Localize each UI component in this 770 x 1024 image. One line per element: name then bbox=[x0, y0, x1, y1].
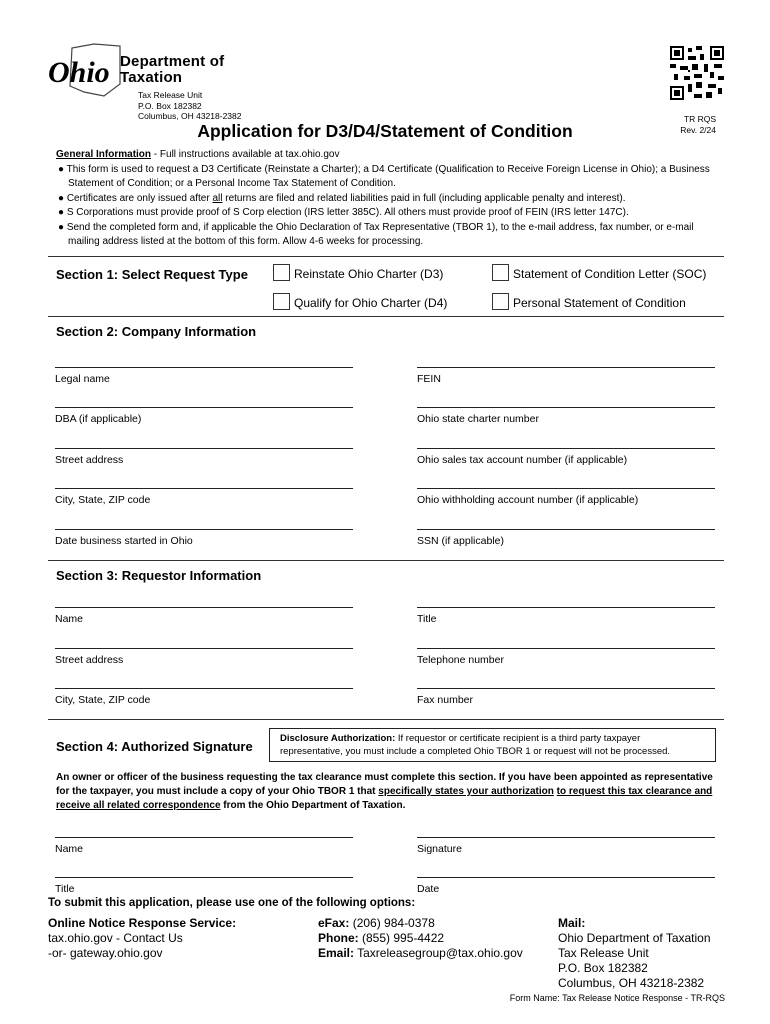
form-id: TR RQS Rev. 2/24 bbox=[680, 114, 716, 135]
requestor-title-field[interactable]: Title bbox=[417, 607, 715, 625]
ssn-field[interactable]: SSN (if applicable) bbox=[417, 529, 715, 547]
checkbox-soc[interactable] bbox=[492, 264, 509, 281]
charter-number-field[interactable]: Ohio state charter number bbox=[417, 407, 715, 425]
header-address: Tax Release Unit P.O. Box 182382 Columbus, OH 43218-2382 bbox=[138, 90, 242, 121]
legal-name-field[interactable]: Legal name bbox=[55, 367, 353, 385]
fein-field[interactable]: FEIN bbox=[417, 367, 715, 385]
checkbox-personal-soc[interactable] bbox=[492, 293, 509, 310]
info-bullet: ● Send the completed form and, if applicable the Ohio Declaration of Tax Representative (TBOR 1), to the e-mail address, fax number, or e-mail mailing address listed at the bottom of this form. Allow 4-6 weeks for processing. bbox=[58, 221, 694, 247]
date-started-field[interactable]: Date business started in Ohio bbox=[55, 529, 353, 547]
signer-name-field[interactable]: Name bbox=[55, 837, 353, 855]
general-info-heading: General Information bbox=[56, 149, 152, 160]
telephone-field[interactable]: Telephone number bbox=[417, 648, 715, 666]
checkbox-d4[interactable] bbox=[273, 293, 290, 310]
info-bullet: ● S Corporations must provide proof of S Corp election (IRS letter 385C). All others must provide proof of FEIN (IRS letter 147C). bbox=[58, 207, 629, 218]
section-2-title: Section 2: Company Information bbox=[56, 324, 257, 339]
date-field[interactable]: Date bbox=[417, 877, 715, 895]
submit-heading: To submit this application, please use one of the following options: bbox=[48, 897, 416, 909]
requestor-city-field[interactable]: City, State, ZIP code bbox=[55, 688, 353, 706]
contact-option: eFax: (206) 984-0378 Phone: (855) 995-4422 Email: Taxreleasegroup@tax.ohio.gov bbox=[318, 916, 523, 960]
section-3-title: Section 3: Requestor Information bbox=[56, 568, 262, 583]
section-4-title: Section 4: Authorized Signature bbox=[56, 739, 253, 754]
online-option: Online Notice Response Service: tax.ohio.gov - Contact Us -or- gateway.ohio.gov bbox=[48, 916, 237, 960]
disclosure-box: Disclosure Authorization: If requestor or certificate recipient is a third party taxpayer representative, you must include a completed Ohio TBOR 1 or request will not be processed. bbox=[269, 728, 716, 762]
checkbox-d3[interactable] bbox=[273, 264, 290, 281]
withholding-account-field[interactable]: Ohio withholding account number (if applicable) bbox=[417, 488, 715, 506]
sales-tax-account-field[interactable]: Ohio sales tax account number (if applicable) bbox=[417, 448, 715, 466]
email-link[interactable]: Email: Taxreleasegroup@tax.ohio.gov bbox=[318, 946, 523, 960]
info-bullet: ● This form is used to request a D3 Certificate (Reinstate a Charter); a D4 Certificate (Qualification to Receive Foreign License in Ohio); a Business Statement of Condition; or a Personal Income Tax Statement of Condition. bbox=[58, 163, 710, 189]
divider bbox=[48, 719, 724, 720]
requestor-name-field[interactable]: Name bbox=[55, 607, 353, 625]
checkbox-d3-label: Reinstate Ohio Charter (D3) bbox=[294, 267, 444, 281]
divider bbox=[48, 560, 724, 561]
page-title: Application for D3/D4/Statement of Condition bbox=[197, 121, 573, 141]
qr-code-icon bbox=[670, 46, 724, 100]
online-link-gateway[interactable]: -or- gateway.ohio.gov bbox=[48, 946, 163, 960]
dba-field[interactable]: DBA (if applicable) bbox=[55, 407, 353, 425]
signer-title-field[interactable]: Title bbox=[55, 877, 353, 895]
divider bbox=[48, 316, 724, 317]
signature-field[interactable]: Signature bbox=[417, 837, 715, 855]
checkbox-personal-soc-label: Personal Statement of Condition bbox=[513, 296, 686, 310]
company-street-field[interactable]: Street address bbox=[55, 448, 353, 466]
mail-option: Mail: Ohio Department of Taxation Tax Release Unit P.O. Box 182382 Columbus, OH 43218-2382 bbox=[558, 916, 711, 990]
form-name-footer: Form Name: Tax Release Notice Response - TR-RQS bbox=[509, 993, 725, 1003]
divider bbox=[48, 256, 724, 257]
ohio-logo bbox=[44, 40, 124, 100]
logo-text: Ohio bbox=[48, 56, 110, 89]
info-bullet: ● Certificates are only issued after all returns are filed and related liabilities paid in full (including applicable penalty and interest). bbox=[58, 192, 626, 204]
authorization-text: An owner or officer of the business requesting the tax clearance must complete this section. If you have been appointed as representative for the taxpayer, you must include a copy of your Ohio TBOR 1 that specifically states your authorization to request this tax clearance and receive all related correspondence from the Ohio Department of Taxation. bbox=[56, 772, 713, 811]
company-city-field[interactable]: City, State, ZIP code bbox=[55, 488, 353, 506]
checkbox-d4-label: Qualify for Ohio Charter (D4) bbox=[294, 296, 448, 310]
requestor-street-field[interactable]: Street address bbox=[55, 648, 353, 666]
general-information: General Information - Full instructions available at tax.ohio.gov ● This form is used to request a D3 Certificate (Reinstate a Charter); a D4 Certificate (Qualification to Receive Foreign License in Ohio); a Business Statement of Condition; or a Personal Income Tax Statement of Condition. ● Certificates are only issued after all returns are filed and related liabilities paid in full (including applicable penalty and interest). ● S Corporations must provide proof of S Corp election (IRS letter 385C). All others must provide proof of FEIN (IRS letter 147C). ● Send the completed form and, if applicable the Ohio Declaration of Tax Representative (TBOR 1), to the e-mail address, fax number, or e-mail mailing address listed at the bottom of this form. Allow 4-6 weeks for processing. bbox=[56, 148, 726, 250]
section-1-title: Section 1: Select Request Type bbox=[56, 267, 248, 282]
checkbox-soc-label: Statement of Condition Letter (SOC) bbox=[513, 267, 707, 281]
online-link-tax[interactable]: tax.ohio.gov - Contact Us bbox=[48, 931, 183, 945]
department-name: Department of Taxation bbox=[120, 53, 225, 86]
fax-field[interactable]: Fax number bbox=[417, 688, 715, 706]
